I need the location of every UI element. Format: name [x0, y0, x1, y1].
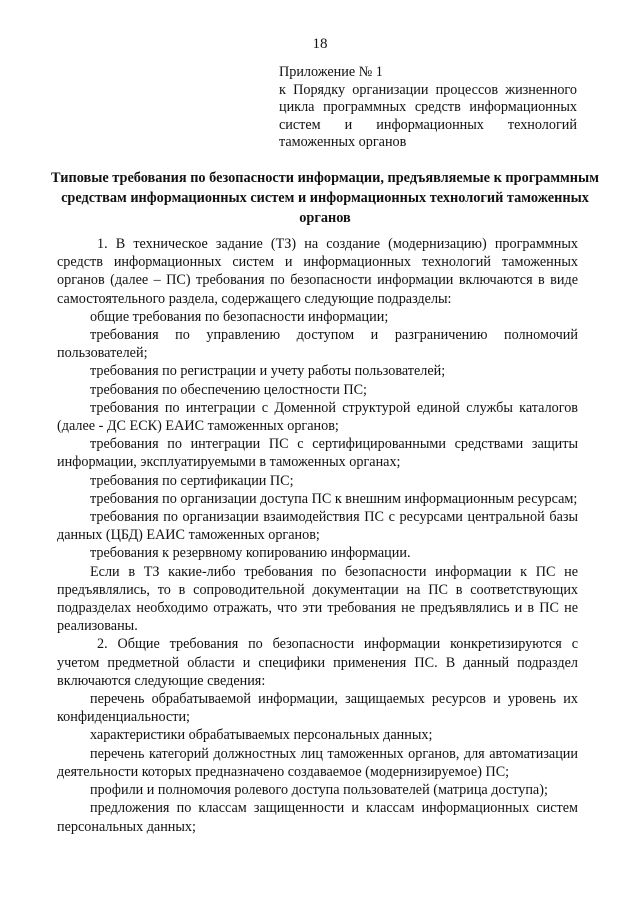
appendix-line: таможенных органов	[279, 134, 407, 150]
list-item: перечень обрабатываемой информации, защищаемых ресурсов и уровень их конфиденциальности;	[57, 691, 578, 726]
list-item: требования по обеспечению целостности ПС;	[90, 381, 367, 398]
appendix-line: цикла программных средств информационных	[279, 99, 577, 115]
appendix-line: систем и информационных технологий	[279, 116, 577, 133]
list-item: профили и полномочия ролевого доступа пользователей (матрица доступа);	[90, 782, 548, 799]
list-item: требования по организации доступа ПС к внешним информационным ресурсам;	[90, 490, 578, 507]
list-item: требования по интеграции с Доменной структурой единой службы каталогов (далее - ДС ЕСК) ЕАИС таможенных органов;	[57, 399, 578, 435]
document-title: Типовые требования по безопасности информации, предъявляемые к программным средствам информационных систем и информационных технологий таможенных органов	[51, 170, 599, 226]
document-body	[57, 235, 578, 836]
list-item: требования по регистрации и учету работы пользователей;	[90, 363, 446, 380]
list-item: требования к резервному копированию информации.	[90, 545, 411, 562]
list-item: требования по управлению доступом и разграничению полномочий пользователей;	[57, 327, 578, 362]
appendix-reference	[279, 64, 577, 152]
list-item: требования по интеграции ПС с сертифицированными средствами защиты информации, эксплуатируемыми в таможенных органах;	[57, 436, 578, 471]
page-number: 18	[312, 36, 328, 52]
list-item: общие требования по безопасности информации;	[90, 308, 389, 325]
appendix-heading: Приложение № 1	[279, 64, 383, 80]
appendix-line: к Порядку организации процессов жизненного	[279, 81, 577, 98]
list-item: предложения по классам защищенности и классам информационных систем персональных данных;	[57, 800, 578, 835]
list-item: характеристики обрабатываемых персональных данных;	[90, 727, 433, 744]
list-item: требования по организации взаимодействия ПС с ресурсами центральной базы данных (ЦБД) ЕАИС таможенных органов;	[57, 509, 578, 544]
paragraph: Если в ТЗ какие-либо требования по безопасности информации к ПС не предъявлялись, то в сопроводительной документации на ПС в соответствующих подразделах необходимо отражать, что эти требования не предъявлялись и в ПС не реализованы.	[57, 563, 578, 635]
paragraph: 1. В техническое задание (ТЗ) на создание (модернизацию) программных средств информационных систем и информационных технологий таможенных органов (далее – ПС) требования по безопасности информации включаются в виде самостоятельного раздела, содержащего следующие подразделы:	[57, 236, 578, 307]
list-item: перечень категорий должностных лиц таможенных органов, для автоматизации деятельности которых предназначено создаваемое (модернизируемое) ПС;	[57, 745, 578, 780]
paragraph: 2. Общие требования по безопасности информации конкретизируются с учетом предметной области и специфики применения ПС. В данный подраздел включаются следующие сведения:	[57, 636, 578, 689]
list-item: требования по сертификации ПС;	[90, 472, 294, 489]
